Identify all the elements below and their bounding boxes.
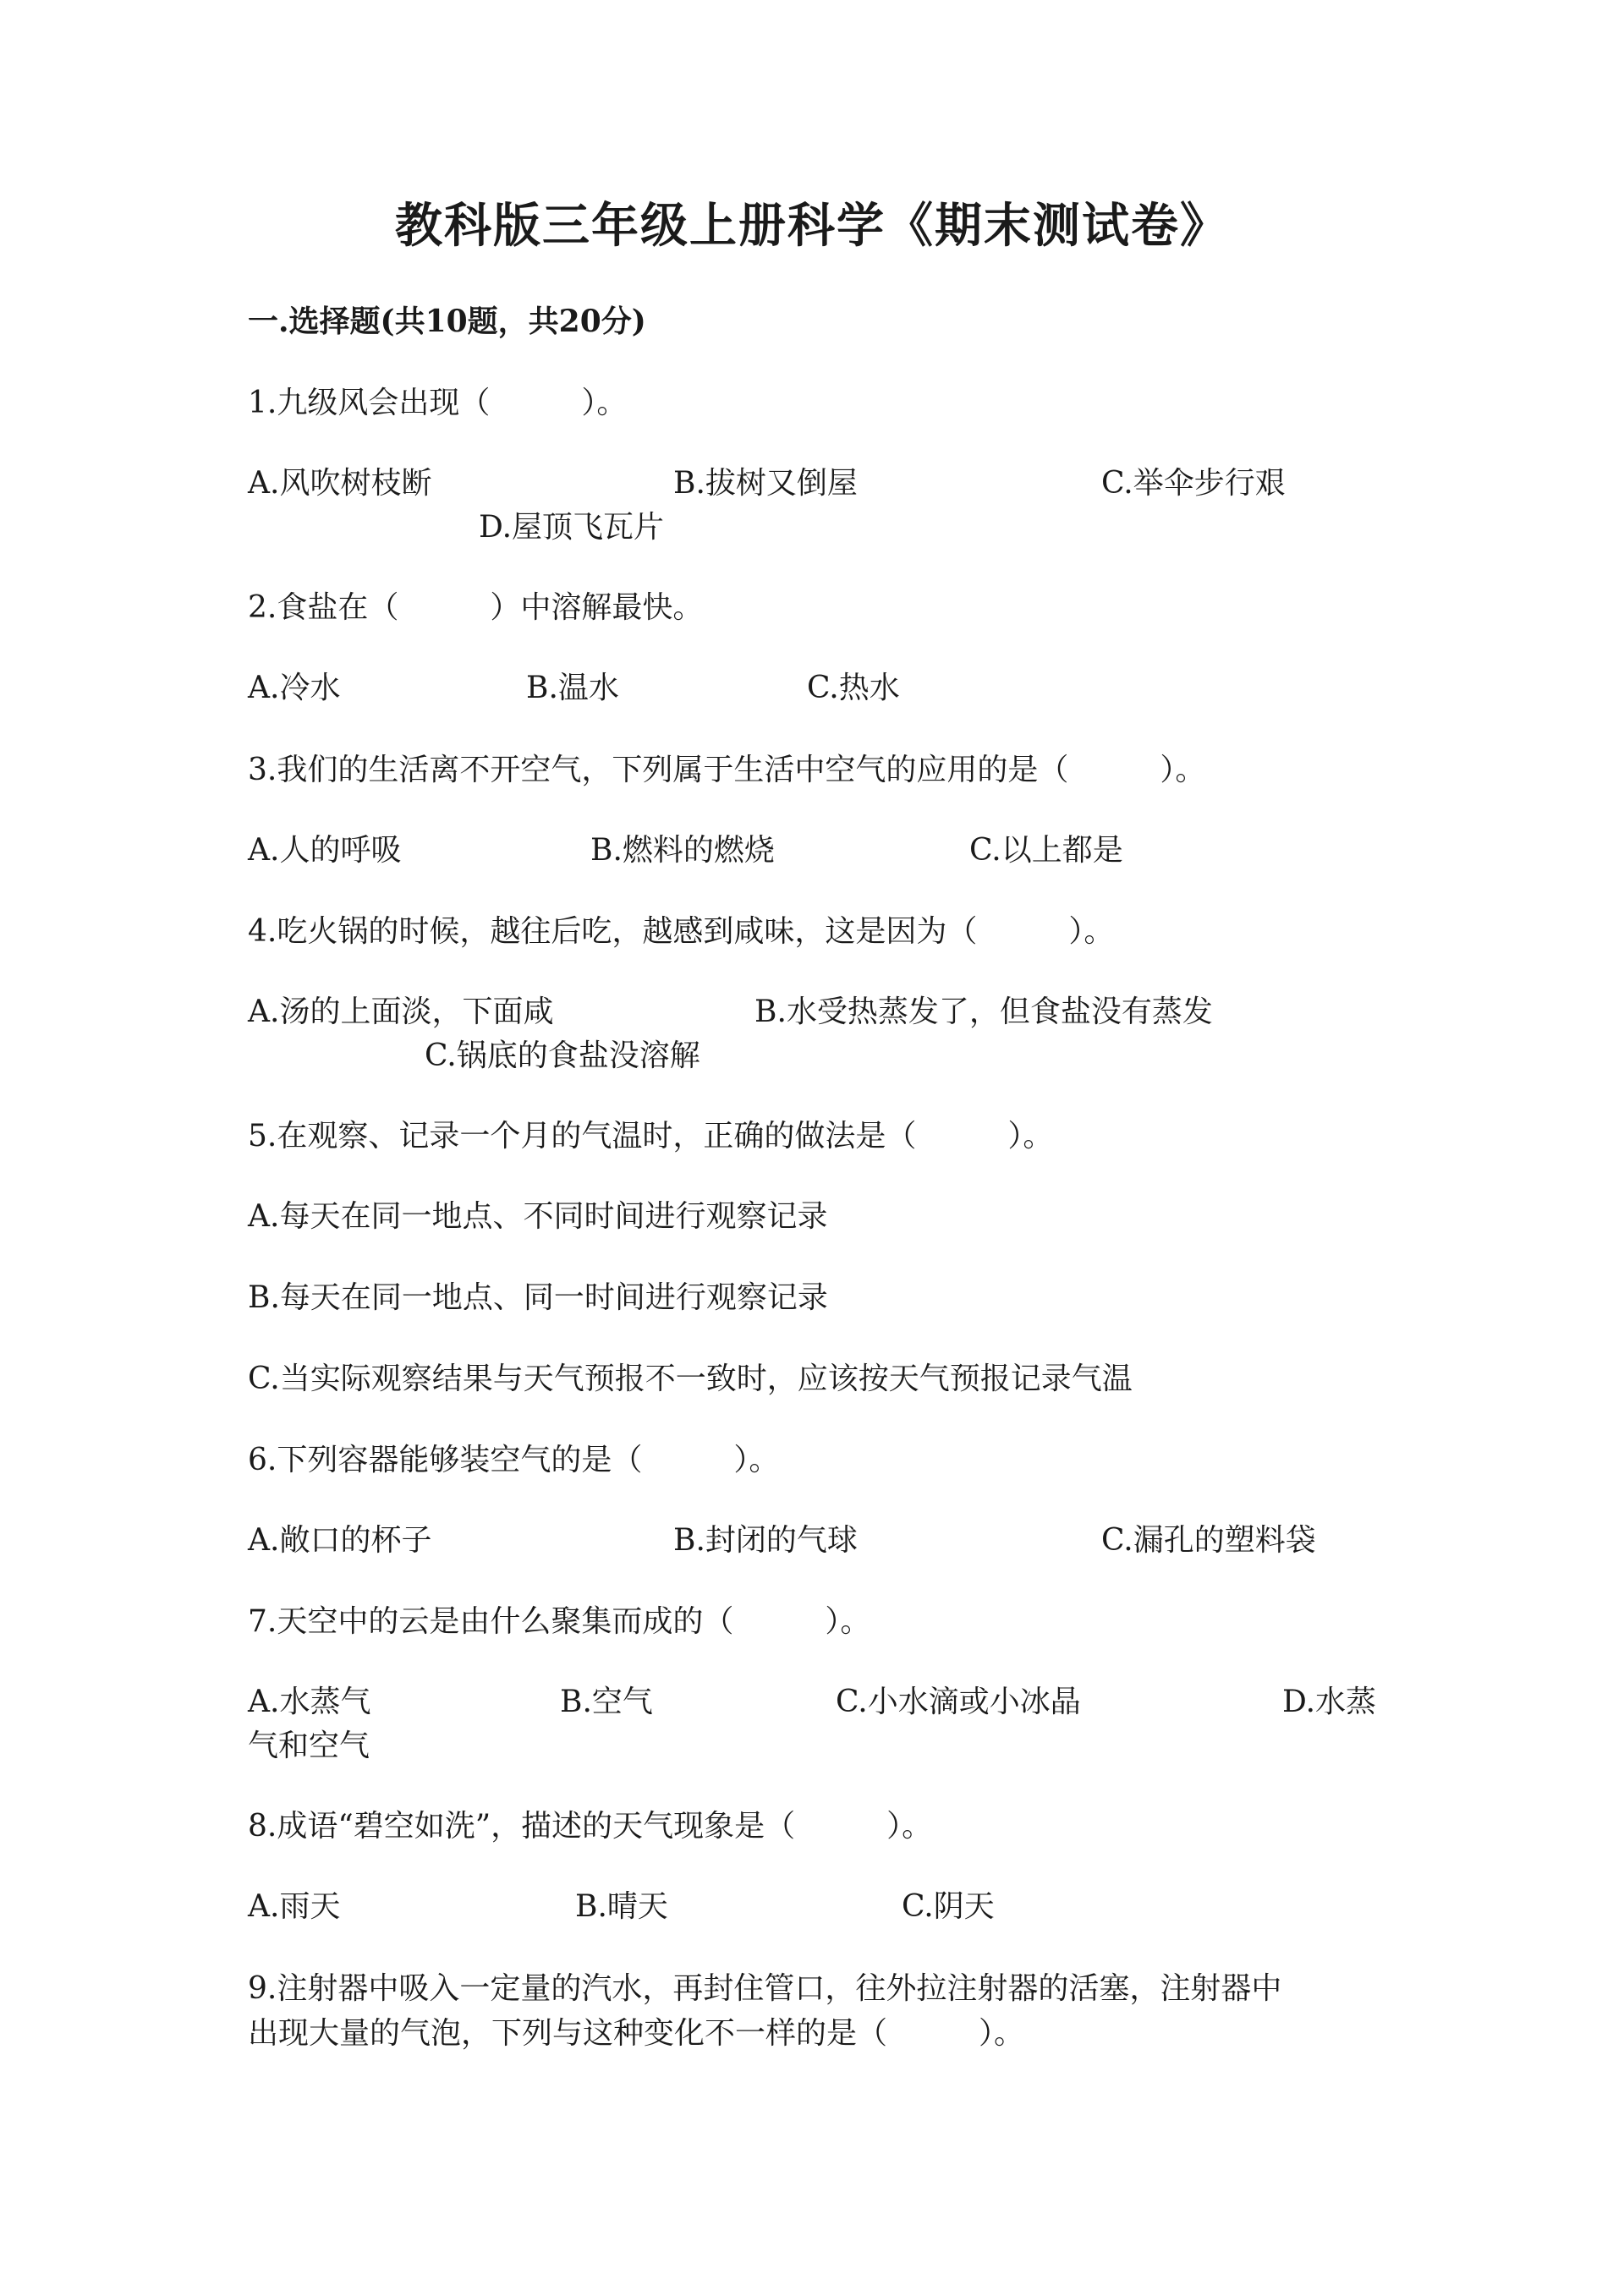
- question-7-stem: 7.天空中的云是由什么聚集而成的（ ）。: [248, 1604, 871, 1639]
- question-1-stem: 1.九级风会出现（ ）。: [248, 386, 628, 420]
- question-6-stem: 6.下列容器能够装空气的是（ ）。: [248, 1443, 780, 1477]
- question-5-option-a: A.每天在同一地点、不同时间进行观察记录: [248, 1199, 828, 1234]
- question-9-stem-line-2: 出现大量的气泡，下列与这种变化不一样的是（ ）。: [248, 2016, 1025, 2051]
- question-7-option-d: D.水蒸: [1282, 1685, 1377, 1719]
- question-7-option-d-continued: 气和空气: [248, 1729, 370, 1763]
- question-5-stem: 5.在观察、记录一个月的气温时，正确的做法是（ ）。: [248, 1119, 1054, 1153]
- question-4-option-a: A.汤的上面淡，下面咸: [248, 995, 554, 1029]
- question-3-option-b: B.燃料的燃烧: [590, 833, 775, 868]
- question-6-option-c: C.漏孔的塑料袋: [1101, 1523, 1316, 1558]
- question-4-option-c: C.锅底的食盐没溶解: [425, 1038, 700, 1073]
- question-5-option-b: B.每天在同一地点、同一时间进行观察记录: [248, 1280, 828, 1315]
- question-2-option-b: B.温水: [526, 671, 619, 705]
- section-heading: 一.选择题(共10题，共20分): [248, 304, 646, 339]
- question-2-stem: 2.食盐在（ ）中溶解最快。: [248, 590, 704, 625]
- question-8-option-b: B.晴天: [575, 1889, 668, 1924]
- question-4-option-b: B.水受热蒸发了，但食盐没有蒸发: [754, 995, 1213, 1029]
- question-6-option-a: A.敞口的杯子: [248, 1523, 432, 1558]
- question-2-option-c: C.热水: [807, 671, 900, 705]
- question-3-stem: 3.我们的生活离不开空气，下列属于生活中空气的应用的是（ ）。: [248, 753, 1206, 787]
- question-4-stem: 4.吃火锅的时候，越往后吃，越感到咸味，这是因为（ ）。: [248, 914, 1115, 949]
- question-8-option-a: A.雨天: [248, 1889, 341, 1924]
- question-1-option-d: D.屋顶飞瓦片: [479, 510, 665, 545]
- question-8-option-c: C.阴天: [902, 1889, 995, 1924]
- question-3-option-a: A.人的呼吸: [248, 833, 402, 868]
- question-9-stem-line-1: 9.注射器中吸入一定量的汽水，再封住管口，往外拉注射器的活塞，注射器中: [248, 1971, 1282, 2006]
- page-title: 教科版三年级上册科学《期末测试卷》: [395, 198, 1229, 254]
- question-3-option-c: C.以上都是: [969, 833, 1123, 868]
- question-7-option-a: A.水蒸气: [248, 1685, 371, 1719]
- question-6-option-b: B.封闭的气球: [673, 1523, 858, 1558]
- question-5-option-c: C.当实际观察结果与天气预报不一致时，应该按天气预报记录气温: [248, 1362, 1133, 1396]
- question-7-option-c: C.小水滴或小冰晶: [836, 1685, 1081, 1719]
- question-2-option-a: A.冷水: [248, 671, 341, 705]
- question-1-option-a: A.风吹树枝断: [248, 466, 432, 501]
- question-8-stem: 8.成语“碧空如洗”，描述的天气现象是（ ）。: [248, 1809, 933, 1844]
- question-1-option-b: B.拔树又倒屋: [673, 466, 858, 501]
- question-7-option-b: B.空气: [560, 1685, 653, 1719]
- question-1-option-c: C.举伞步行艰: [1101, 466, 1286, 501]
